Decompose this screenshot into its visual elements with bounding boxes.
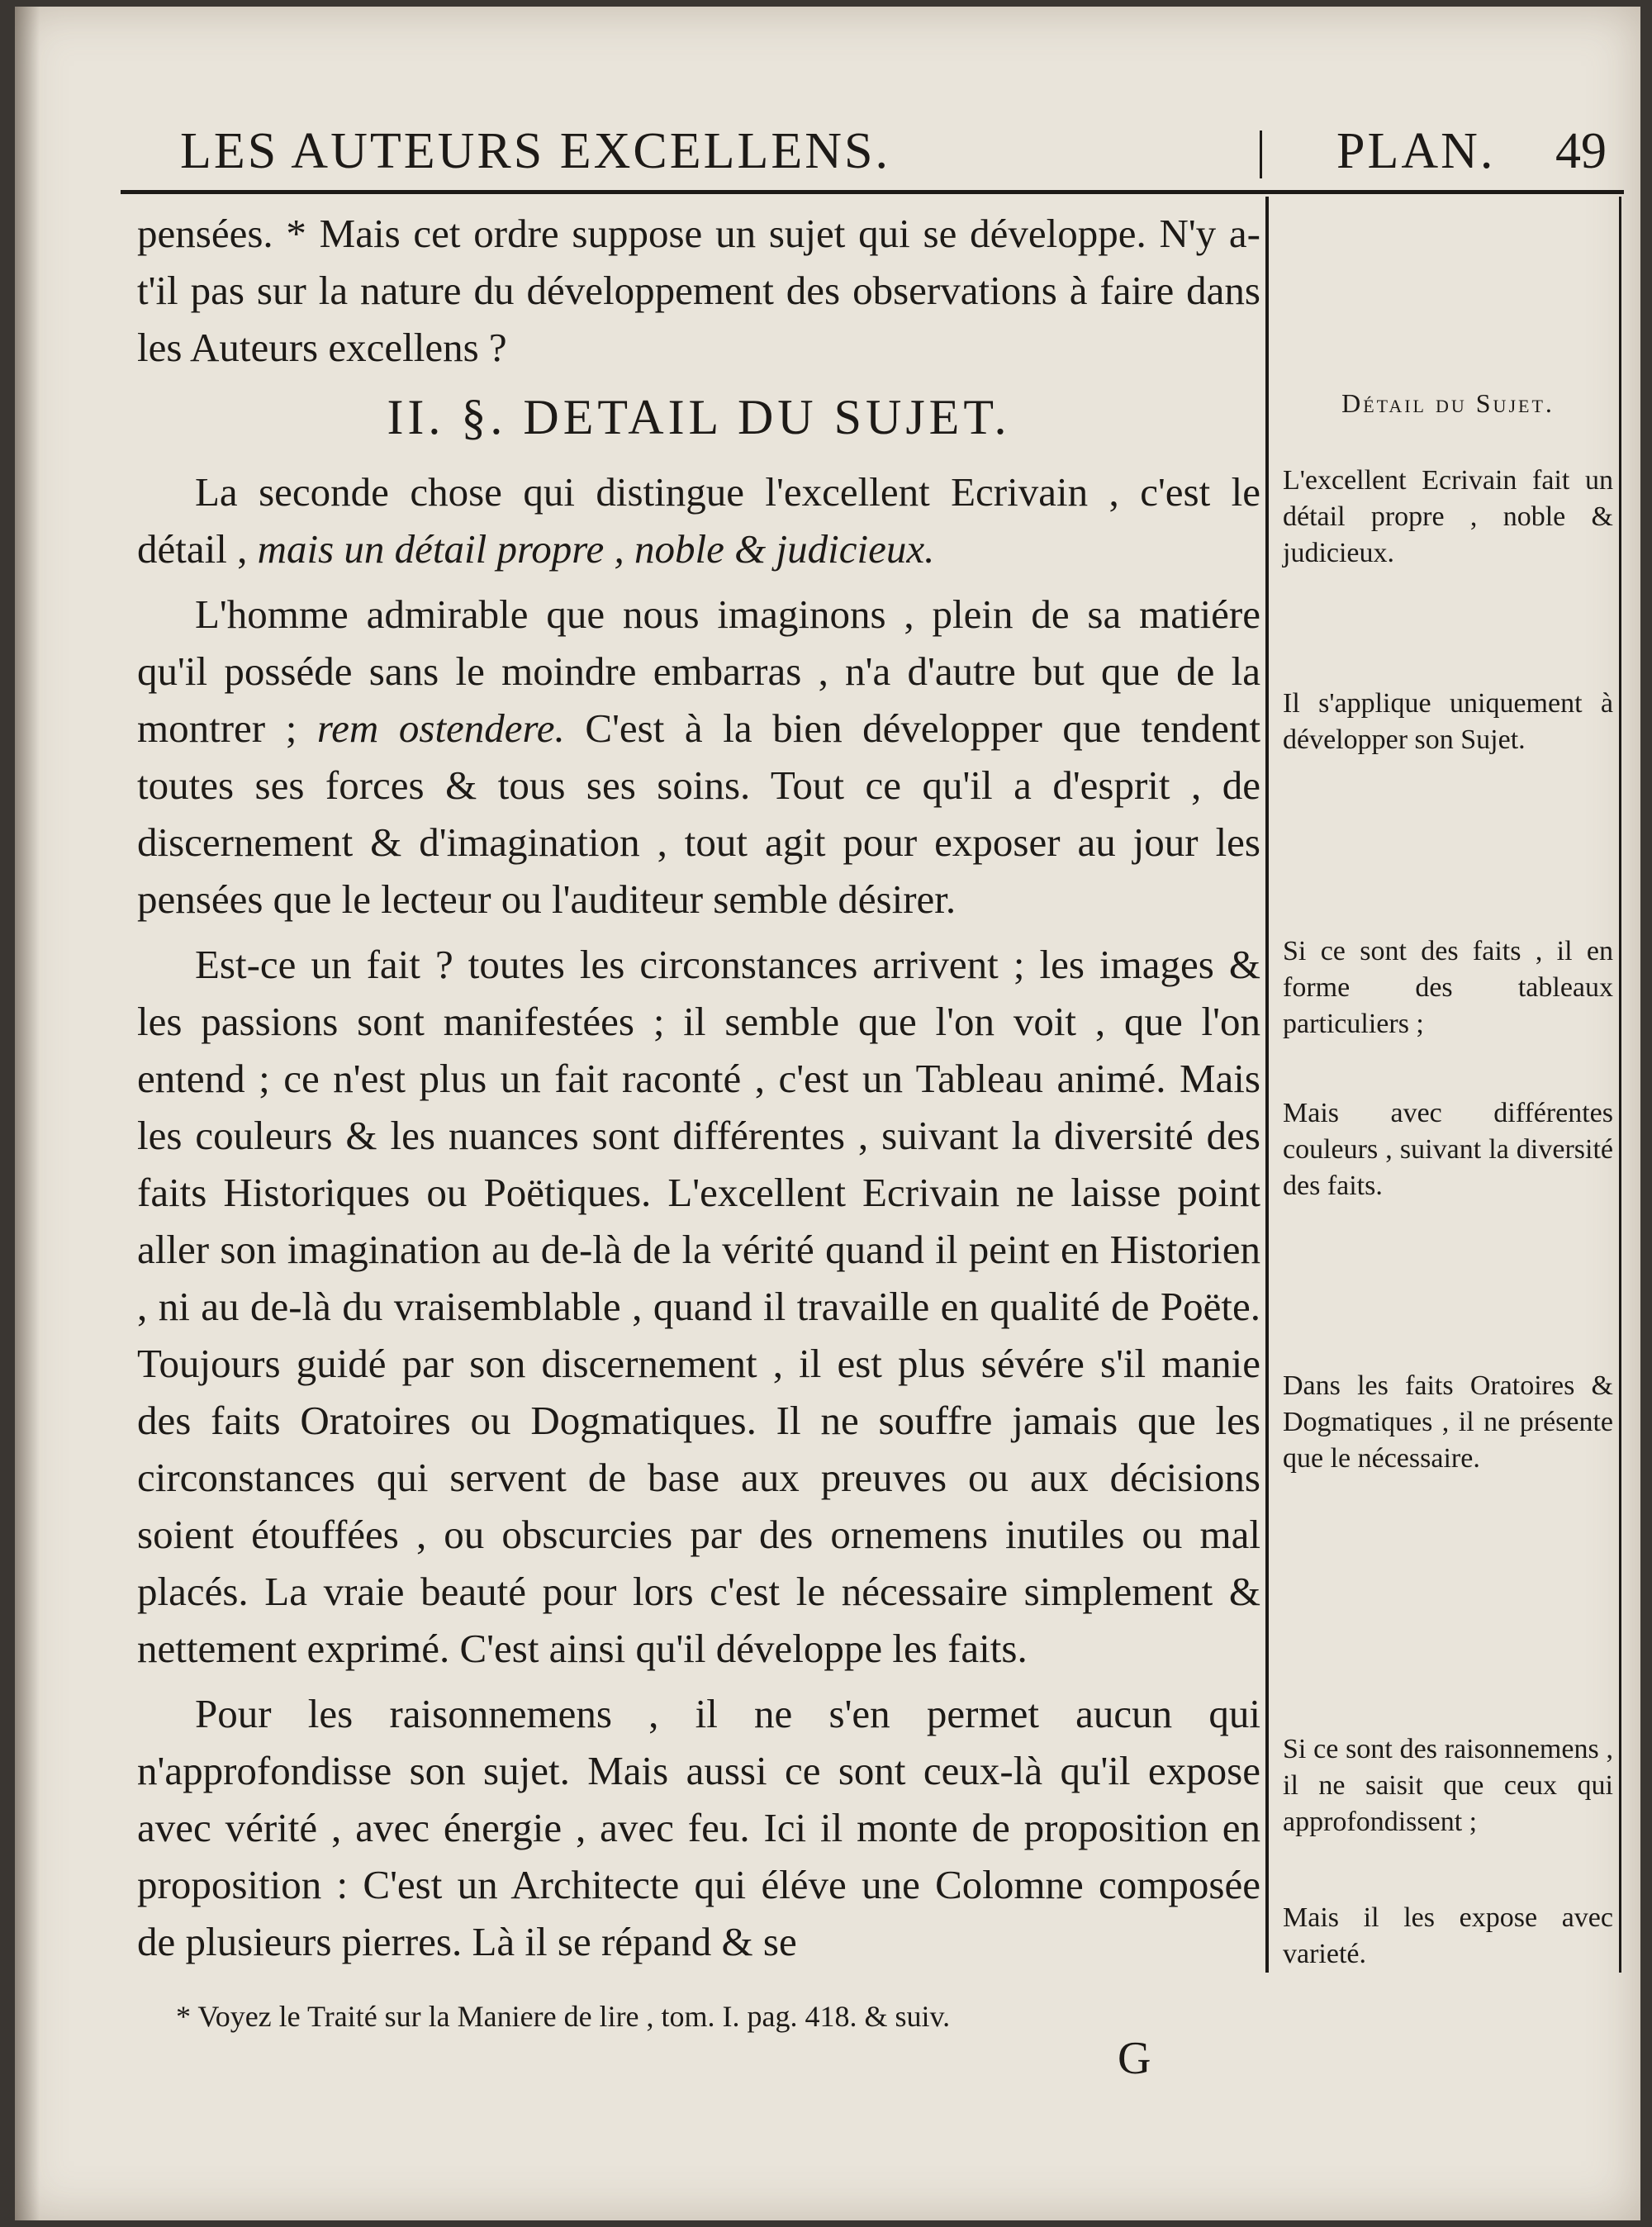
paragraph-4: Pour les raisonnemens , il ne s'en permet aucun qui n'approfondisse son sujet. Mais aussi ce sont ceux-là qu'il expose avec vérité , avec énergie , avec feu. Ici il monte de proposition en proposition : C'est un Architecte qui éléve une Colomne composée de plusieurs pierres. Là il se répand & se bbox=[137, 1691, 1260, 1964]
margin-note: Il s'applique uniquement à développer son Sujet. bbox=[1283, 688, 1613, 755]
paragraph-1 bbox=[137, 463, 1260, 577]
paragraph-2-italic: rem ostendere. bbox=[316, 705, 565, 751]
margin-note: Dans les faits Oratoires & Dogmatiques , il ne présente que le nécessaire. bbox=[1283, 1370, 1613, 1474]
paragraph-2-text: L'homme admirable que nous imaginons , plein de sa matiére qu'il posséde sans le moindre embarras , n'a d'autre but que de la montrer ; bbox=[137, 591, 1260, 751]
header-rule bbox=[121, 190, 1624, 194]
margin-note: L'excellent Ecrivain fait un détail propre , noble & judicieux. bbox=[1283, 465, 1613, 568]
paragraph-continuation: pensées. * Mais cet ordre suppose un sujet qui se développe. N'y a-t'il pas sur la nature du développement des observations à faire dans les Auteurs excellens ? bbox=[137, 211, 1260, 370]
signature-mark: G bbox=[1118, 2033, 1151, 2084]
header-separator bbox=[1260, 131, 1262, 178]
section-heading: II. §. DETAIL DU SUJET. bbox=[387, 390, 1011, 444]
footnote: * Voyez le Traité sur la Maniere de lire , tom. I. pag. 418. & suiv. bbox=[176, 2000, 951, 2033]
main-text-column bbox=[137, 205, 1260, 1970]
paragraph-3: Est-ce un fait ? toutes les circonstances arrivent ; les images & les passions sont manifestées ; il semble que l'on voit , que l'on entend ; ce n'est plus un fait raconté , c'est un Tableau animé. Mais les couleurs & les nuances sont différentes , suivant la diversité des faits Historiques ou Poëtiques. L'excellent Ecrivain ne laisse point aller son imagination au de-là de la vérité quand il peint en Historien , ni au de-là du vraisemblable , quand il travaille en qualité de Poëte. Toujours guidé par son discernement , il est plus sévére s'il manie des faits Oratoires ou Dogmatiques. Il ne souffre jamais que les circonstances qui servent de base aux preuves ou aux décisions soient étouffées , ou obscurcies par des ornemens inutiles ou mal placés. La vraie beauté pour lors c'est le nécessaire simplement & nettement exprimé. C'est ainsi qu'il développe les faits. bbox=[137, 942, 1260, 1671]
paragraph-1-italic: mais un détail propre , noble & judicieux. bbox=[257, 526, 935, 572]
margin-right-rule bbox=[1619, 197, 1621, 1973]
paragraph-1-text: La seconde chose qui distingue l'excellent Ecrivain , c'est le détail , bbox=[137, 469, 1260, 572]
margin-note: Si ce sont des raisonnemens , il ne saisit que ceux qui approfondissent ; bbox=[1283, 1734, 1613, 1837]
margin-note: Mais il les expose avec varieté. bbox=[1283, 1902, 1613, 1969]
margin-note: Si ce sont des faits , il en forme des tableaux particuliers ; bbox=[1283, 936, 1613, 1039]
book-page bbox=[15, 7, 1640, 2220]
margin-note: Mais avec différentes couleurs , suivant la diversité des faits. bbox=[1283, 1098, 1613, 1201]
margin-title: Détail du Sujet. bbox=[1341, 388, 1555, 418]
page-number: 49 bbox=[1555, 123, 1607, 179]
section-running-head: PLAN. bbox=[1336, 123, 1496, 179]
running-head: LES AUTEURS EXCELLENS. bbox=[180, 123, 890, 179]
paragraph-2 bbox=[137, 586, 1260, 928]
column-rule bbox=[1265, 197, 1269, 1973]
paragraph-2-end: C'est à la bien développer que tendent toutes ses forces & tous ses soins. Tout ce qu'il a d'esprit , de discernement & d'imagination , tout agit pour exposer au jour les pensées que le lecteur ou l'auditeur semble désirer. bbox=[137, 705, 1260, 922]
